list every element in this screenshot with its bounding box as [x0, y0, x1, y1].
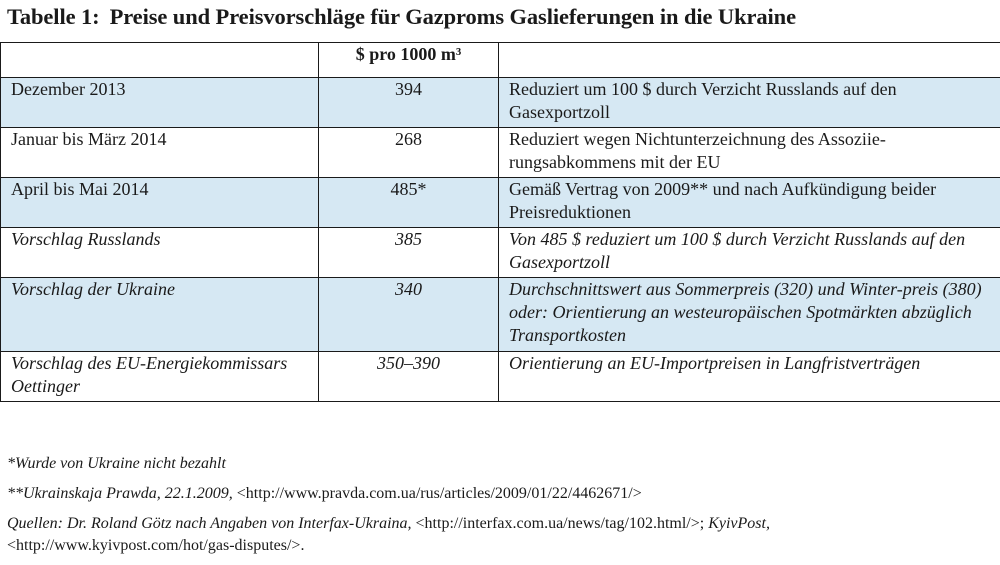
header-cell-price: $ pro 1000 m³	[319, 43, 499, 78]
sources-url-kyivpost: <http://www.kyivpost.com/hot/gas-disputes/>.	[7, 537, 305, 554]
cell-price: 485*	[319, 178, 499, 228]
gas-price-table	[0, 42, 1000, 402]
footnote-source-pravda	[7, 483, 1000, 505]
cell-price: 350–390	[319, 352, 499, 402]
cell-note: Von 485 $ reduziert um 100 $ durch Verzicht Russlands auf den Gasexportzoll	[499, 228, 1000, 278]
sources-kyivpost-label: KyivPost,	[708, 515, 770, 532]
sources-line	[7, 513, 1000, 557]
table-row	[1, 278, 1000, 352]
table-row	[1, 128, 1000, 178]
table-notes	[7, 453, 1000, 557]
cell-note: Gemäß Vertrag von 2009** und nach Aufkündigung beider Preisreduktionen	[499, 178, 1000, 228]
cell-note: Reduziert um 100 $ durch Verzicht Russlands auf den Gasexportzoll	[499, 78, 1000, 128]
cell-period: Januar bis März 2014	[1, 128, 319, 178]
table-caption-number: Tabelle 1:	[7, 4, 100, 29]
sources-url-interfax: <http://interfax.com.ua/news/tag/102.html/>;	[415, 515, 705, 532]
table-row	[1, 178, 1000, 228]
cell-price: 394	[319, 78, 499, 128]
sources-label: Quellen: Dr. Roland Götz nach Angaben von Interfax-Ukraina,	[7, 515, 412, 532]
cell-period: Vorschlag der Ukraine	[1, 278, 319, 352]
footnote-pravda-citation: **Ukrainskaja Prawda, 22.1.2009,	[7, 485, 233, 502]
table-caption-text: Preise und Preisvorschläge für Gazproms Gaslieferungen in die Ukraine	[109, 4, 796, 29]
table-row	[1, 78, 1000, 128]
cell-note: Orientierung an EU-Importpreisen in Langfristverträgen	[499, 352, 1000, 402]
footnote-unpaid: *Wurde von Ukraine nicht bezahlt	[7, 455, 226, 472]
cell-period: April bis Mai 2014	[1, 178, 319, 228]
cell-period: Vorschlag Russlands	[1, 228, 319, 278]
cell-price: 385	[319, 228, 499, 278]
header-cell-period	[1, 43, 319, 78]
cell-period: Dezember 2013	[1, 78, 319, 128]
table-header-row	[1, 43, 1000, 78]
table-row	[1, 352, 1000, 402]
table-body	[1, 43, 1000, 402]
footnote-pravda-url: <http://www.pravda.com.ua/rus/articles/2009/01/22/4462671/>	[236, 485, 642, 502]
header-cell-note	[499, 43, 1000, 78]
cell-price: 268	[319, 128, 499, 178]
cell-note: Durchschnittswert aus Sommerpreis (320) und Winter-preis (380) oder: Orientierung an westeuropäischen Spotmärkten abzüglich Transportkosten	[499, 278, 1000, 352]
cell-price: 340	[319, 278, 499, 352]
cell-period: Vorschlag des EU-Energiekommissars Oettinger	[1, 352, 319, 402]
table-row	[1, 228, 1000, 278]
cell-note: Reduziert wegen Nichtunterzeichnung des Assoziie-rungsabkommens mit der EU	[499, 128, 1000, 178]
table-caption	[7, 4, 796, 30]
